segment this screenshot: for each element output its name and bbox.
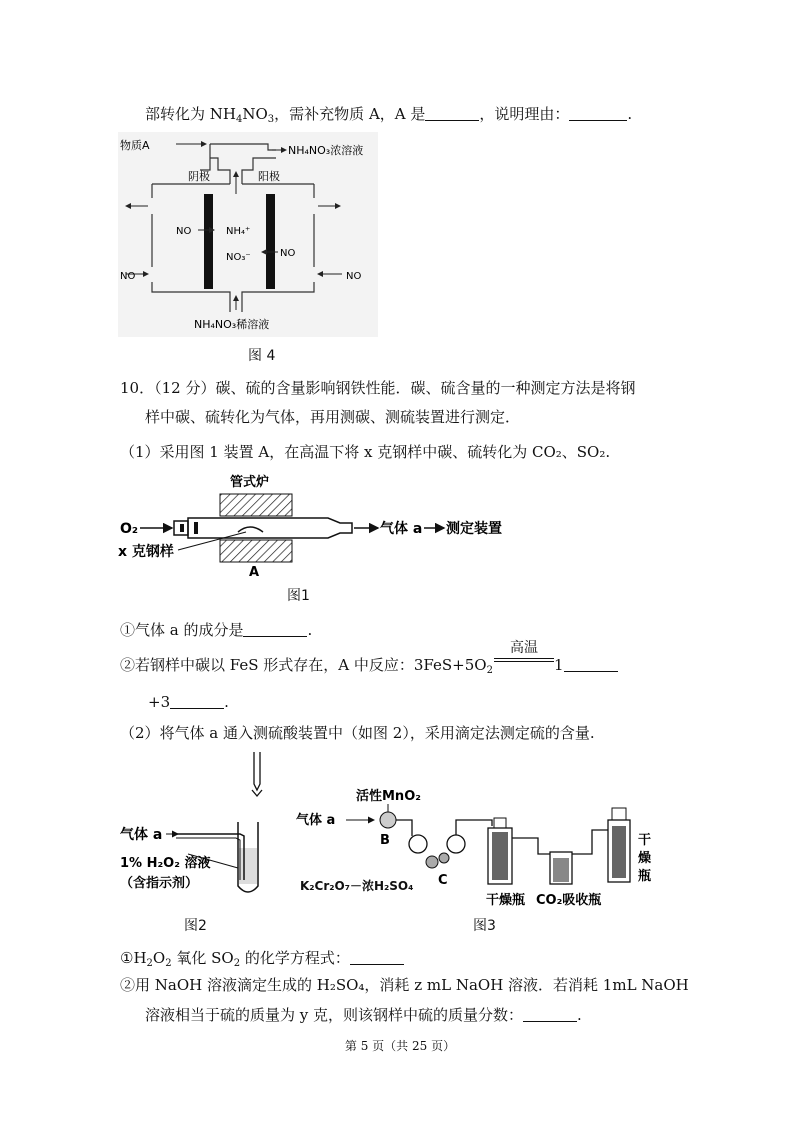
q2-item-1 <box>120 948 404 968</box>
label-k2cr2o7: K₂Cr₂O₇－浓H₂SO₄ <box>300 879 414 893</box>
q1-item-2-product <box>554 655 618 675</box>
label-furnace: 管式炉 <box>230 475 270 490</box>
label-concentrated-solution: NH₄NO₃浓溶液 <box>288 144 364 157</box>
label-anode: 阳极 <box>258 170 280 183</box>
label-gas-a: 气体 a <box>380 521 423 537</box>
text: . <box>577 1006 582 1024</box>
label-h2o2-solution: 1% H₂O₂ 溶液 <box>120 856 211 871</box>
figure-2-titration <box>118 750 278 910</box>
answer-blank[interactable] <box>243 621 307 637</box>
subscript: 4 <box>235 114 243 125</box>
text: O <box>152 949 166 967</box>
text: 氧化 SO <box>171 949 234 967</box>
text: ①H <box>120 949 147 967</box>
q2-item-2-line-1: ②用 NaOH 溶液滴定生成的 H₂SO₄，消耗 z mL NaOH 溶液．若消耗 1mL NaOH <box>120 976 689 994</box>
reaction-condition <box>494 640 554 662</box>
question-10-line-1: 10．（12 分）碳、硫的含量影响钢铁性能．碳、硫含量的一种测定方法是将钢 <box>120 379 636 397</box>
answer-blank[interactable] <box>425 105 479 121</box>
bulb-b <box>380 812 396 828</box>
subscript: 2 <box>165 958 172 969</box>
q1-item-2 <box>120 655 493 675</box>
anode-electrode <box>266 194 275 289</box>
text: ①气体 a 的成分是 <box>120 621 244 639</box>
label-active-mno2: 活性MnO₂ <box>356 789 421 804</box>
q2-item-2-line-2 <box>145 1005 582 1025</box>
label-cathode: 阴极 <box>188 170 210 183</box>
equals-sign <box>494 658 554 662</box>
text: ②若钢样中碳以 FeS 形式存在，A 中反应：3FeS+5O <box>120 656 487 674</box>
question-10-part-1: （1）采用图 1 装置 A，在高温下将 x 克钢样中碳、硫转化为 CO₂、SO₂. <box>120 443 611 461</box>
label-substance-a: 物质A <box>120 139 150 152</box>
text: ，需补充物质 A，A 是 <box>274 105 426 123</box>
q1-item-3 <box>148 692 229 712</box>
intro-line <box>145 104 632 124</box>
label-nh4: NH₄⁺ <box>226 226 251 237</box>
furnace-top <box>220 494 292 516</box>
answer-blank[interactable] <box>564 656 618 672</box>
label-no: NO <box>120 271 136 282</box>
question-10-part-2: （2）将气体 a 通入测硫酸装置中（如图 2），采用滴定法测定硫的含量. <box>120 724 595 742</box>
subscript: 3 <box>267 114 275 125</box>
text: 部转化为 NH <box>145 105 236 123</box>
figure-4-electrolysis <box>118 132 378 337</box>
cathode-electrode <box>204 194 213 289</box>
label-no3: NO₃⁻ <box>226 252 251 263</box>
label-dryer-vertical: 干燥瓶 <box>638 833 652 884</box>
furnace-bottom <box>220 540 292 562</box>
figure-4-caption: 图 4 <box>248 348 276 364</box>
text: ，说明理由： <box>479 105 570 123</box>
label-b: B <box>380 833 390 848</box>
label-no: NO <box>280 248 296 259</box>
burette <box>254 752 260 790</box>
text: NO <box>242 105 268 123</box>
subscript: 2 <box>233 958 241 969</box>
subscript: 2 <box>146 958 153 969</box>
text: . <box>307 621 313 639</box>
label-no: NO <box>346 271 362 282</box>
figure-1-caption: 图1 <box>287 588 310 604</box>
label-co2-absorber: CO₂吸收瓶 <box>536 893 602 908</box>
text: . <box>627 105 633 123</box>
label-steel-sample: x 克钢样 <box>118 544 174 560</box>
label-gas-a: 气体 a <box>296 813 336 828</box>
q1-item-1 <box>120 620 312 640</box>
figure-2-caption: 图2 <box>184 918 207 934</box>
label-a: A <box>249 565 260 578</box>
answer-blank[interactable] <box>569 105 627 121</box>
question-10-line-2: 样中碳、硫转化为气体，再用测碳、测硫装置进行测定． <box>145 408 521 426</box>
answer-blank[interactable] <box>170 693 224 709</box>
figure-3-caption: 图3 <box>473 918 496 934</box>
text: 的化学方程式： <box>240 949 350 967</box>
figure-1-tube-furnace <box>118 470 518 578</box>
answer-blank[interactable] <box>523 1006 577 1022</box>
label-indicator: （含指示剂） <box>120 876 199 891</box>
text: +3 <box>148 693 171 711</box>
label-no: NO <box>176 226 192 237</box>
condition-text: 高温 <box>510 640 538 656</box>
text: . <box>224 693 229 711</box>
text: 溶液相当于硫的质量为 y 克，则该钢样中硫的质量分数： <box>145 1006 524 1024</box>
page-footer: 第 5 页（共 25 页） <box>344 1039 456 1053</box>
label-gas-a: 气体 a <box>120 827 163 843</box>
answer-blank[interactable] <box>350 949 404 965</box>
label-dryer: 干燥瓶 <box>486 893 526 908</box>
label-c: C <box>438 873 448 888</box>
text: 1 <box>554 656 564 674</box>
sample-boat <box>238 527 263 532</box>
label-dilute-solution: NH₄NO₃稀溶液 <box>194 318 270 331</box>
label-o2: O₂ <box>120 521 139 537</box>
label-measuring-device: 测定装置 <box>446 521 502 537</box>
reaction-tube <box>188 518 352 538</box>
subscript: 2 <box>486 665 493 676</box>
